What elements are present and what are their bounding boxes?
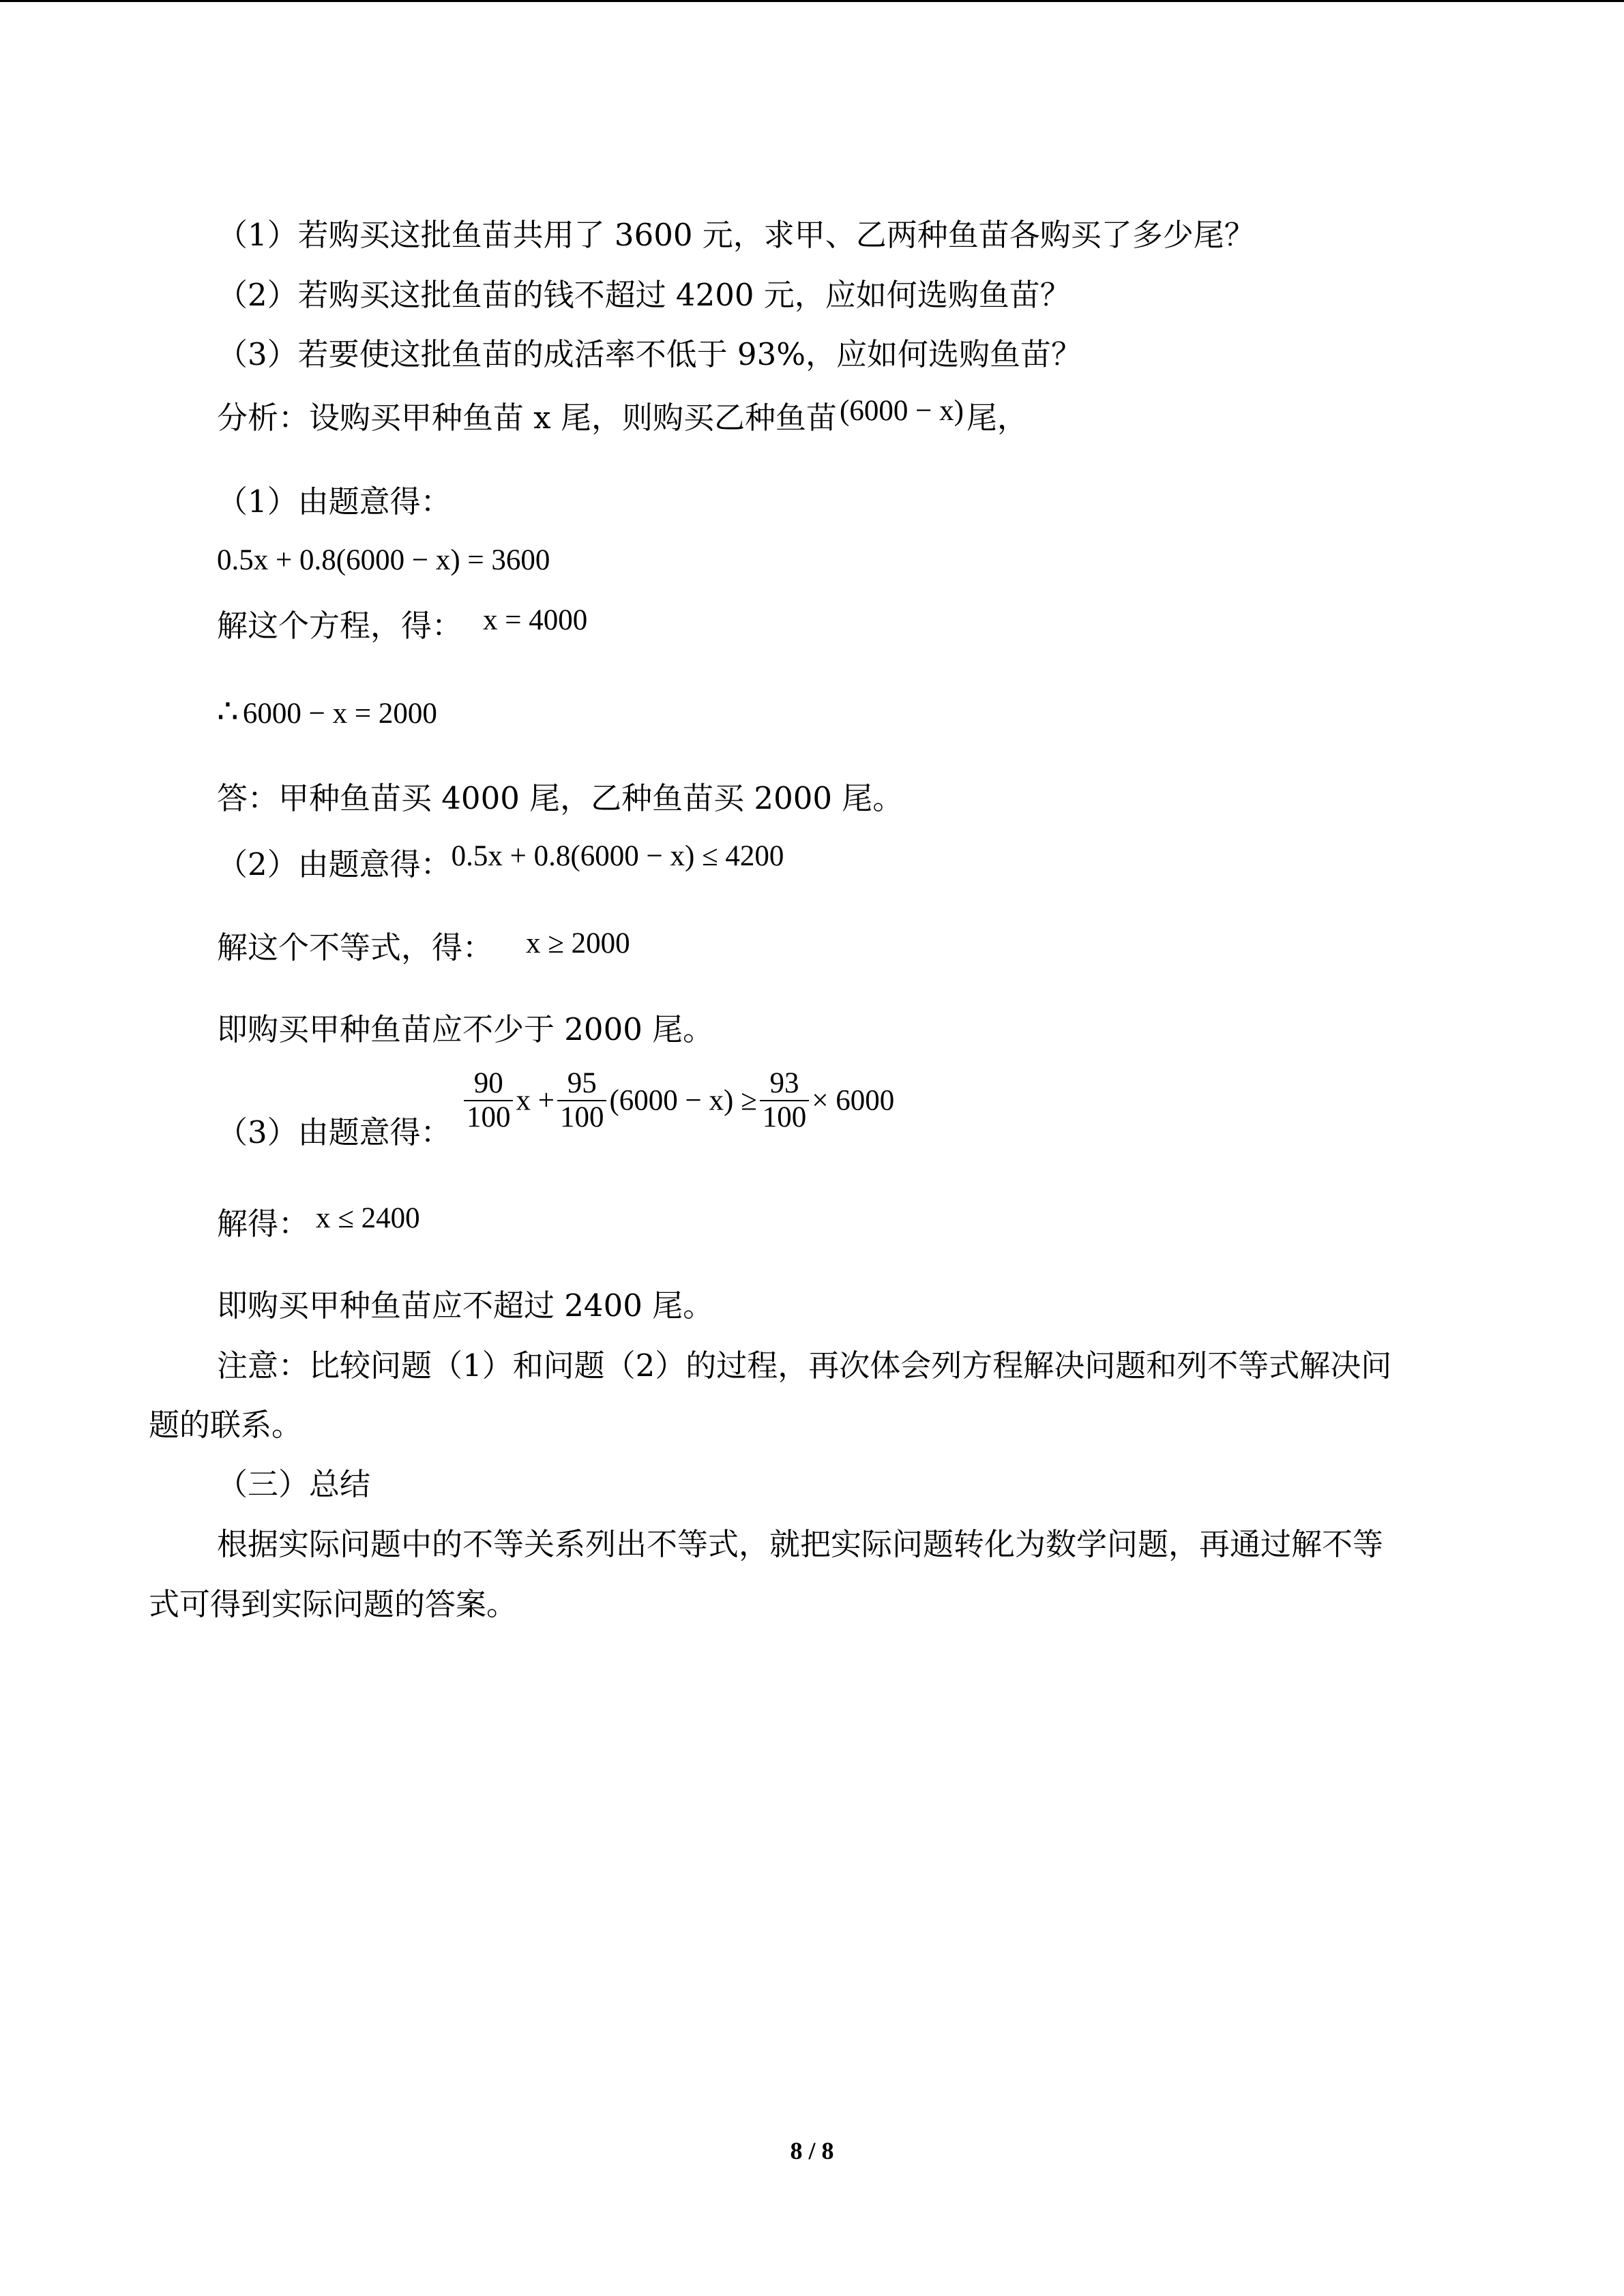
part1-therefore-line bbox=[217, 691, 437, 731]
part3-intro-line bbox=[217, 1067, 895, 1151]
part2-solution: x ≥ 2000 bbox=[526, 927, 630, 959]
part1-answer: 答：甲种鱼苗买 4000 尾，乙种鱼苗买 2000 尾。 bbox=[217, 780, 904, 816]
fraction-denominator: 100 bbox=[466, 1101, 511, 1134]
term-x-plus: x + bbox=[516, 1084, 555, 1117]
part1-consequence: 6000 − x = 2000 bbox=[242, 698, 437, 730]
analysis-expression: (6000 − x) bbox=[840, 395, 964, 427]
part3-solve-label: 解得： bbox=[217, 1206, 310, 1242]
summary-heading: （三）总结 bbox=[217, 1466, 371, 1502]
top-border bbox=[0, 0, 1624, 2]
part3-solution: x ≤ 2400 bbox=[316, 1202, 420, 1234]
part2-intro: （2）由题意得： bbox=[217, 846, 452, 882]
analysis-prefix: 分析：设购买甲种鱼苗 x 尾，则购买乙种鱼苗 bbox=[217, 400, 837, 436]
fraction-numerator: 93 bbox=[760, 1067, 810, 1101]
analysis-suffix: 尾， bbox=[966, 400, 1028, 436]
note-line-1: 注意：比较问题（1）和问题（2）的过程，再次体会列方程解决问题和列不等式解决问 bbox=[217, 1347, 1392, 1384]
part3-inequality bbox=[461, 1067, 895, 1134]
part3-solve-line bbox=[217, 1202, 420, 1242]
part2-solve-label: 解这个不等式，得： bbox=[217, 929, 494, 966]
part2-inequality: 0.5x + 0.8(6000 − x) ≤ 4200 bbox=[451, 840, 784, 872]
part2-solve-line bbox=[217, 927, 630, 966]
note-line-2: 题的联系。 bbox=[149, 1407, 303, 1443]
part1-intro: （1）由题意得： bbox=[217, 483, 452, 520]
page-number: 8 / 8 bbox=[790, 2137, 834, 2164]
summary-line-1: 根据实际问题中的不等关系列出不等式，就把实际问题转化为数学问题，再通过解不等 bbox=[217, 1526, 1384, 1562]
part1-solve-line bbox=[217, 604, 588, 644]
analysis-line bbox=[217, 395, 1028, 436]
fraction-denominator: 100 bbox=[559, 1101, 604, 1134]
question-2: （2）若购买这批鱼苗的钱不超过 4200 元，应如何选购鱼苗？ bbox=[217, 277, 1071, 313]
term-times-6000: × 6000 bbox=[812, 1084, 895, 1117]
term-6000-minus-x: (6000 − x) ≥ bbox=[609, 1084, 757, 1117]
fraction-93-100 bbox=[760, 1067, 810, 1134]
question-1: （1）若购买这批鱼苗共用了 3600 元，求甲、乙两种鱼苗各购买了多少尾？ bbox=[217, 217, 1255, 253]
part1-solve-label: 解这个方程，得： bbox=[217, 608, 463, 644]
fraction-numerator: 95 bbox=[557, 1067, 607, 1101]
therefore-symbol: ∴ bbox=[217, 691, 239, 731]
part3-conclusion: 即购买甲种鱼苗应不超过 2400 尾。 bbox=[217, 1287, 714, 1324]
part2-conclusion: 即购买甲种鱼苗应不少于 2000 尾。 bbox=[217, 1011, 714, 1047]
part2-intro-line bbox=[217, 840, 784, 882]
fraction-90-100 bbox=[464, 1067, 514, 1134]
fraction-denominator: 100 bbox=[762, 1101, 807, 1134]
fraction-numerator: 90 bbox=[464, 1067, 514, 1101]
part1-equation: 0.5x + 0.8(6000 − x) = 3600 bbox=[217, 544, 550, 576]
part3-intro: （3）由题意得： bbox=[217, 1114, 452, 1151]
summary-line-2: 式可得到实际问题的答案。 bbox=[149, 1586, 518, 1622]
part1-solution: x = 4000 bbox=[483, 604, 588, 636]
fraction-95-100 bbox=[557, 1067, 607, 1134]
question-3: （3）若要使这批鱼苗的成活率不低于 93%，应如何选购鱼苗？ bbox=[217, 336, 1082, 372]
